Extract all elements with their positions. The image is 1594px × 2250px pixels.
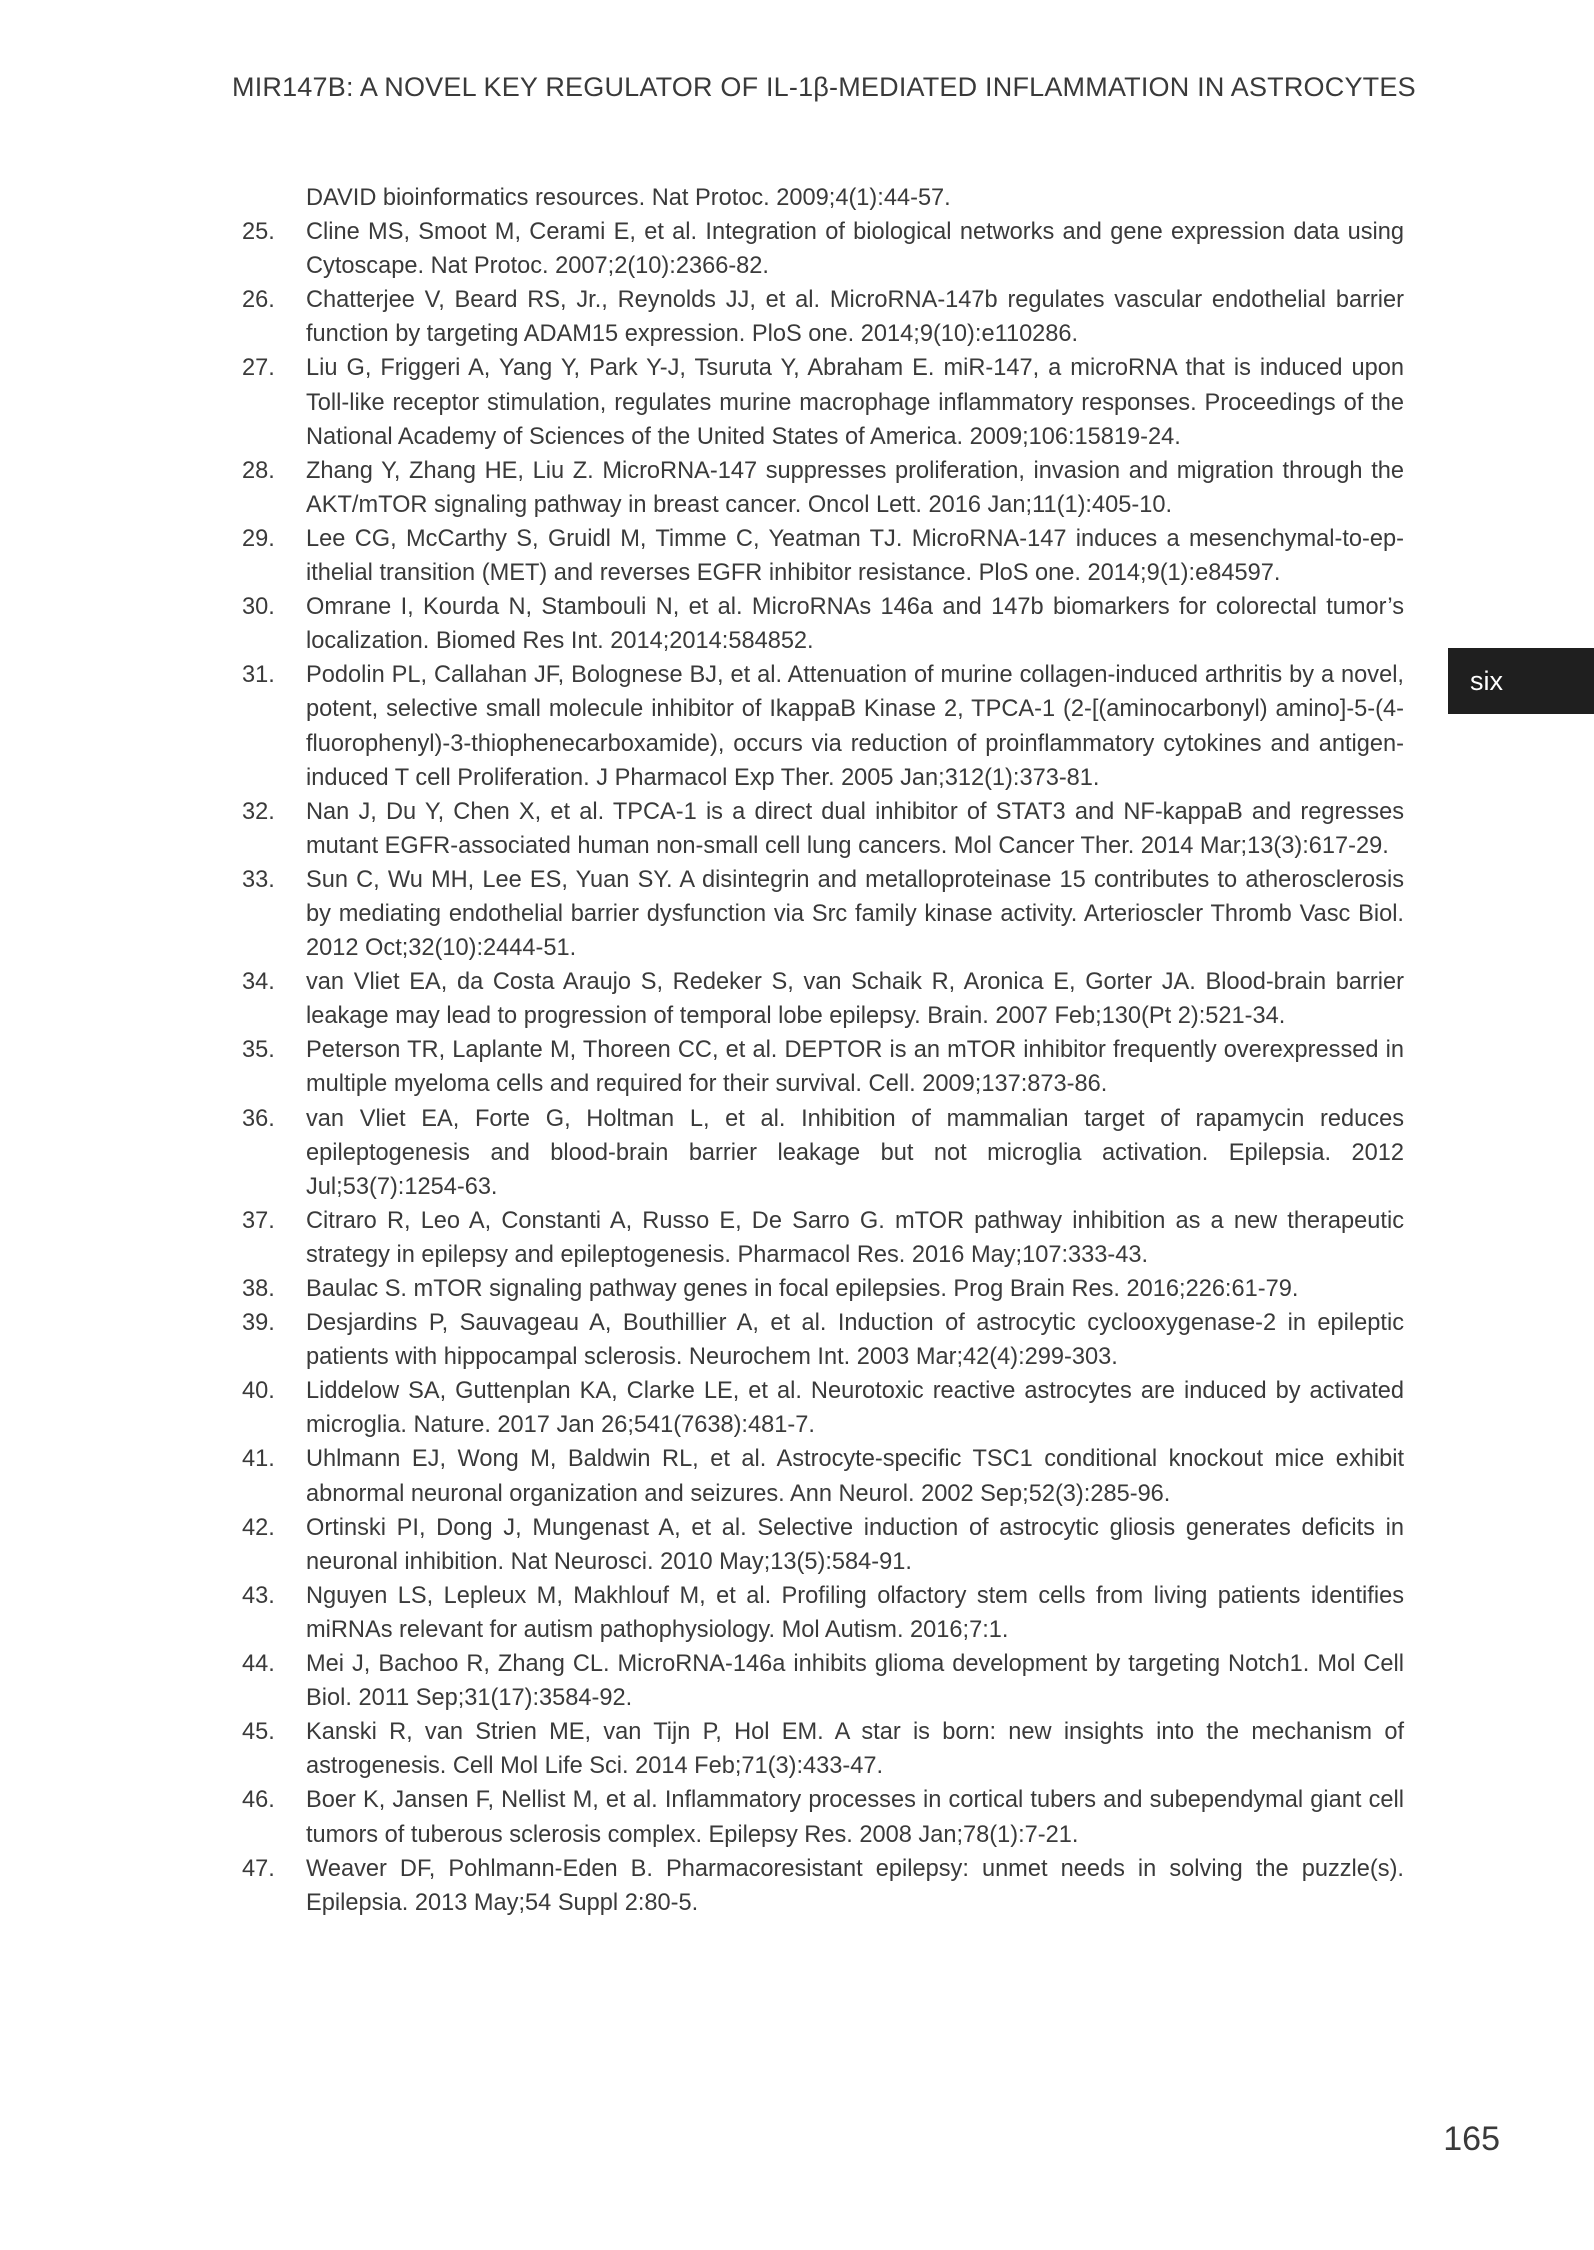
reference-number: 27.: [242, 355, 275, 382]
reference-item: [242, 1579, 1404, 1647]
reference-number: 46.: [242, 1787, 275, 1814]
reference-number: 29.: [242, 525, 275, 552]
reference-item: [242, 283, 1404, 351]
reference-text: Uhlmann EJ, Wong M, Baldwin RL, et al. Astrocyte-specific TSC1 conditional knockout mice exhibit abnormal neuronal organization and seizures. Ann Neurol. 2002 Sep;52(3):285-96.: [306, 1446, 1404, 1507]
reference-number: 36.: [242, 1105, 275, 1132]
reference-number: 25.: [242, 219, 275, 246]
reference-item: [242, 351, 1404, 453]
reference-item: [242, 795, 1404, 863]
reference-text: DAVID bioinformatics resources. Nat Protoc. 2009;4(1):44-57.: [306, 185, 951, 211]
reference-text: Kanski R, van Strien ME, van Tijn P, Hol EM. A star is born: new insights into the mechanism of astrogenesis. Cell Mol Life Sci. 2014 Feb;71(3):433-47.: [306, 1719, 1404, 1780]
reference-number: 28.: [242, 457, 275, 484]
reference-number: 30.: [242, 594, 275, 621]
reference-number: 40.: [242, 1378, 275, 1405]
reference-text: Zhang Y, Zhang HE, Liu Z. MicroRNA-147 suppresses proliferation, invasion and migration through the AKT/mTOR signaling pathway in breast cancer. Oncol Lett. 2016 Jan;11(1):405-10.: [306, 457, 1404, 518]
reference-item: [242, 1102, 1404, 1204]
reference-text: Desjardins P, Sauvageau A, Bouthillier A, et al. Induction of astrocytic cyclooxygenase-2 in epileptic patients with hippocampal sclerosis. Neurochem Int. 2003 Mar;42(4):299-303.: [306, 1310, 1404, 1371]
reference-text: Sun C, Wu MH, Lee ES, Yuan SY. A disintegrin and metalloproteinase 15 contributes to atherosclerosis by mediating endothelial barrier dysfunction via Src family kinase activity. Arterioscler Thromb Vasc Biol. 2012 Oct;32(10):2444-51.: [306, 866, 1404, 962]
reference-number: 44.: [242, 1651, 275, 1678]
chapter-tab: six: [1448, 648, 1594, 714]
running-header: MIR147B: A NOVEL KEY REGULATOR OF IL-1β-MEDIATED INFLAMMATION IN ASTROCYTES: [232, 72, 1416, 102]
reference-number: 47.: [242, 1855, 275, 1882]
reference-item: [242, 1272, 1404, 1306]
reference-number: 45.: [242, 1719, 275, 1746]
reference-text: Ortinski PI, Dong J, Mungenast A, et al. Selective induction of astrocytic gliosis generates deficits in neuronal inhibition. Nat Neurosci. 2010 May;13(5):584-91.: [306, 1514, 1404, 1575]
reference-number: 38.: [242, 1276, 275, 1302]
reference-number: 41.: [242, 1446, 275, 1473]
reference-item: [242, 1647, 1404, 1715]
reference-item: [242, 1374, 1404, 1442]
reference-text: Weaver DF, Pohlmann-Eden B. Pharmacoresistant epilepsy: unmet needs in solving the puzzle(s). Epilepsia. 2013 May;54 Suppl 2:80-5.: [306, 1855, 1404, 1916]
reference-text: Cline MS, Smoot M, Cerami E, et al. Integration of biological networks and gene expression data using Cytoscape. Nat Protoc. 2007;2(10):2366-82.: [306, 219, 1404, 280]
reference-item: [242, 658, 1404, 794]
reference-item: [242, 181, 1404, 215]
page-number: 165: [1443, 2120, 1500, 2158]
reference-item: [242, 1511, 1404, 1579]
reference-item: [242, 1306, 1404, 1374]
reference-item: [242, 863, 1404, 965]
reference-text: van Vliet EA, da Costa Araujo S, Redeker S, van Schaik R, Aronica E, Gorter JA. Blood-brain barrier leakage may lead to progression of temporal lobe epilepsy. Brain. 2007 Feb;130(Pt 2):521-34.: [306, 969, 1404, 1030]
reference-text: Liddelow SA, Guttenplan KA, Clarke LE, et al. Neurotoxic reactive astrocytes are induced by activated microglia. Nature. 2017 Jan 26;541(7638):481-7.: [306, 1378, 1404, 1439]
reference-text: Podolin PL, Callahan JF, Bolognese BJ, et al. Attenuation of murine collagen-induced arthritis by a novel, potent, selective small molecule inhibitor of IkappaB Kinase 2, TPCA-1 (2-[(aminocarbonyl) amino]-5-(4-fluorophenyl)-3-thiophenecarboxamide), occurs via reduction of proinflammatory cytokines and antigen-induced T cell Proliferation. J Pharmacol Exp Ther. 2005 Jan;312(1):373-81.: [306, 662, 1404, 791]
reference-item: [242, 1715, 1404, 1783]
reference-number: [242, 181, 306, 215]
reference-text: Nan J, Du Y, Chen X, et al. TPCA-1 is a direct dual inhibitor of STAT3 and NF-kappaB and regresses mutant EGFR-associated human non-small cell lung cancers. Mol Cancer Ther. 2014 Mar;13(3):617-29.: [306, 798, 1404, 859]
reference-list: [242, 181, 1404, 1920]
reference-number: 39.: [242, 1310, 275, 1337]
reference-item: [242, 965, 1404, 1033]
reference-text: Lee CG, McCarthy S, Gruidl M, Timme C, Yeatman TJ. MicroRNA-147 induces a mesenchymal-to-epithelial transition (MET) and reverses EGFR inhibitor resistance. PloS one. 2014;9(1):e84597.: [306, 525, 1404, 587]
reference-text: Peterson TR, Laplante M, Thoreen CC, et al. DEPTOR is an mTOR inhibitor frequently overexpressed in multiple myeloma cells and required for their survival. Cell. 2009;137:873-86.: [306, 1037, 1404, 1098]
reference-text: Citraro R, Leo A, Constanti A, Russo E, De Sarro G. mTOR pathway inhibition as a new therapeutic strategy in epilepsy and epileptogenesis. Pharmacol Res. 2016 May;107:333-43.: [306, 1207, 1404, 1268]
reference-number: 31.: [242, 662, 275, 689]
reference-text: Liu G, Friggeri A, Yang Y, Park Y-J, Tsuruta Y, Abraham E. miR-147, a microRNA that is induced upon Toll-like receptor stimulation, regulates murine macrophage inflammatory responses. Proceedings of the National Academy of Sciences of the United States of America. 2009;106:15819-24.: [306, 355, 1404, 450]
reference-number: 33.: [242, 866, 275, 893]
reference-number: 35.: [242, 1037, 275, 1064]
reference-text: Boer K, Jansen F, Nellist M, et al. Inflammatory processes in cortical tubers and subependymal giant cell tumors of tuberous sclerosis complex. Epilepsy Res. 2008 Jan;78(1):7-21.: [306, 1787, 1404, 1848]
reference-number: 34.: [242, 969, 275, 996]
reference-text: Mei J, Bachoo R, Zhang CL. MicroRNA-146a inhibits glioma development by targeting Notch1. Mol Cell Biol. 2011 Sep;31(17):3584-92.: [306, 1651, 1404, 1712]
reference-text: Omrane I, Kourda N, Stambouli N, et al. MicroRNAs 146a and 147b biomarkers for colorectal tumor’s localization. Biomed Res Int. 2014;2014:584852.: [306, 594, 1404, 655]
reference-item: [242, 1204, 1404, 1272]
reference-text: van Vliet EA, Forte G, Holtman L, et al. Inhibition of mammalian target of rapamycin reduces epileptogenesis and blood-brain barrier leakage but not microglia activation. Epilepsia. 2012 Jul;53(7):1254-63.: [306, 1105, 1404, 1200]
reference-item: [242, 522, 1404, 590]
reference-text: Chatterjee V, Beard RS, Jr., Reynolds JJ, et al. MicroRNA-147b regulates vascular endothelial barrier function by targeting ADAM15 expression. PloS one. 2014;9(10):e110286.: [306, 287, 1404, 348]
reference-item: [242, 454, 1404, 522]
reference-number: 43.: [242, 1582, 275, 1609]
reference-number: 26.: [242, 287, 275, 314]
reference-number: 32.: [242, 798, 275, 825]
reference-item: [242, 1442, 1404, 1510]
reference-number: 37.: [242, 1207, 275, 1234]
reference-text: Baulac S. mTOR signaling pathway genes in focal epilepsies. Prog Brain Res. 2016;226:61-79.: [306, 1276, 1299, 1302]
reference-item: [242, 1783, 1404, 1851]
reference-item: [242, 590, 1404, 658]
reference-item: [242, 215, 1404, 283]
reference-item: [242, 1033, 1404, 1101]
reference-item: [242, 1852, 1404, 1920]
reference-text: Nguyen LS, Lepleux M, Makhlouf M, et al. Profiling olfactory stem cells from living patients identifies miRNAs relevant for autism pathophysiology. Mol Autism. 2016;7:1.: [306, 1582, 1404, 1643]
reference-number: 42.: [242, 1514, 275, 1541]
